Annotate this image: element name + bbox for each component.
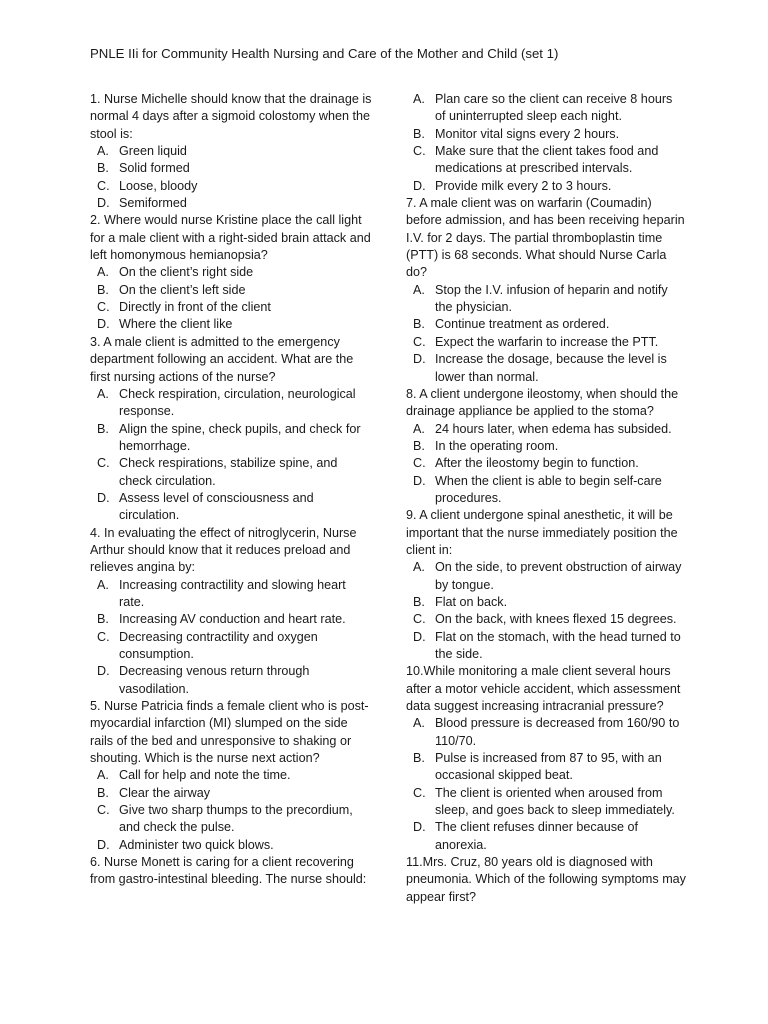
- option-letter: B.: [97, 421, 109, 436]
- option-d: [406, 473, 686, 508]
- option-letter: C.: [97, 629, 110, 644]
- option-letter: C.: [97, 178, 110, 193]
- option-letter: D.: [413, 178, 426, 193]
- option-letter: A.: [97, 768, 109, 783]
- option-text: Give two sharp thumps to the precordium, and check the pulse.: [119, 803, 353, 835]
- option-text: Where the client like: [119, 317, 233, 332]
- option-letter: B.: [413, 438, 425, 453]
- option-b: [406, 438, 686, 455]
- option-text: 24 hours later, when edema has subsided.: [435, 421, 672, 436]
- option-d: [90, 316, 372, 333]
- option-letter: C.: [97, 300, 110, 315]
- option-letter: C.: [413, 334, 426, 349]
- option-d: [406, 629, 686, 664]
- option-list: [90, 143, 372, 212]
- option-text: Green liquid: [119, 144, 187, 159]
- option-letter: D.: [97, 317, 110, 332]
- question-11: [406, 854, 686, 906]
- option-letter: A.: [97, 577, 109, 592]
- option-text: Flat on the stomach, with the head turned to the side.: [435, 629, 681, 661]
- option-text: Provide milk every 2 to 3 hours.: [435, 178, 612, 193]
- option-text: Loose, bloody: [119, 178, 198, 193]
- option-letter: C.: [413, 612, 426, 627]
- option-text: Directly in front of the client: [119, 300, 271, 315]
- question-stem: 10.While monitoring a male client several hours after a motor vehicle accident, which assessment data suggest increasing intracranial pressure?: [406, 664, 681, 714]
- option-text: Solid formed: [119, 161, 190, 176]
- option-b: [90, 160, 372, 177]
- option-d: [90, 490, 372, 525]
- option-c: [90, 455, 372, 490]
- question-1: [90, 91, 372, 212]
- option-text: Pulse is increased from 87 to 95, with an occasional skipped beat.: [435, 751, 662, 783]
- option-text: Increasing AV conduction and heart rate.: [119, 612, 346, 627]
- option-text: After the ileostomy begin to function.: [435, 456, 639, 471]
- option-text: Blood pressure is decreased from 160/90 to 110/70.: [435, 716, 680, 748]
- option-b: [406, 594, 686, 611]
- option-a: [406, 421, 686, 438]
- question-stem: 11.Mrs. Cruz, 80 years old is diagnosed with pneumonia. Which of the following symptoms may appear first?: [406, 855, 686, 904]
- option-letter: D.: [97, 490, 110, 505]
- option-b: [406, 126, 686, 143]
- option-text: Align the spine, check pupils, and check for hemorrhage.: [119, 421, 361, 453]
- option-text: Clear the airway: [119, 785, 210, 800]
- page-title: PNLE IIi for Community Health Nursing and Care of the Mother and Child (set 1): [90, 46, 559, 61]
- option-a: [406, 715, 686, 750]
- option-d: [90, 837, 372, 854]
- option-letter: A.: [413, 92, 425, 106]
- option-c: [90, 802, 372, 837]
- option-list: [406, 91, 686, 195]
- option-list: [90, 577, 372, 698]
- option-d: [90, 195, 372, 212]
- option-letter: B.: [413, 126, 425, 141]
- question-stem: 2. Where would nurse Kristine place the call light for a male client with a right-sided brain attack and left homonymous hemianopsia?: [90, 213, 371, 263]
- option-text: Expect the warfarin to increase the PTT.: [435, 334, 659, 349]
- question-4: [90, 525, 372, 698]
- option-letter: C.: [413, 456, 426, 471]
- option-letter: B.: [97, 785, 109, 800]
- option-text: The client refuses dinner because of anorexia.: [435, 820, 639, 852]
- option-text: Administer two quick blows.: [119, 837, 274, 852]
- question-9: [406, 507, 686, 663]
- option-b: [406, 316, 686, 333]
- option-c: [406, 785, 686, 820]
- option-text: Semiformed: [119, 196, 187, 211]
- option-letter: B.: [413, 317, 425, 332]
- option-letter: D.: [413, 473, 426, 488]
- option-a: [406, 91, 686, 126]
- option-text: Increase the dosage, because the level is lower than normal.: [435, 352, 667, 384]
- question-stem: 6. Nurse Monett is caring for a client recovering from gastro-intestinal bleeding. The nurse should:: [90, 855, 367, 887]
- option-text: Increasing contractility and slowing heart rate.: [119, 577, 346, 609]
- option-c: [406, 611, 686, 628]
- option-letter: B.: [97, 161, 109, 176]
- option-letter: B.: [413, 751, 425, 766]
- option-a: [90, 577, 372, 612]
- option-text: Stop the I.V. infusion of heparin and notify the physician.: [435, 282, 668, 315]
- option-letter: A.: [413, 716, 425, 731]
- left-column: [90, 91, 372, 889]
- option-c: [90, 299, 372, 316]
- option-text: Continue treatment as ordered.: [435, 317, 610, 332]
- option-d: [406, 178, 686, 195]
- option-list: [406, 715, 686, 854]
- option-letter: D.: [97, 196, 110, 211]
- option-text: The client is oriented when aroused from sleep, and goes back to sleep immediately.: [435, 785, 675, 818]
- option-text: Check respiration, circulation, neurological response.: [119, 386, 356, 419]
- option-text: Assess level of consciousness and circulation.: [119, 490, 314, 523]
- option-a: [406, 282, 686, 317]
- right-column: [406, 91, 686, 906]
- option-b: [90, 282, 372, 299]
- option-letter: C.: [413, 144, 426, 159]
- option-text: On the back, with knees flexed 15 degrees.: [435, 612, 677, 627]
- question-3: [90, 334, 372, 525]
- option-text: Plan care so the client can receive 8 hours of uninterrupted sleep each night.: [435, 92, 673, 124]
- option-a: [90, 264, 372, 281]
- option-b: [90, 785, 372, 802]
- option-text: Decreasing contractility and oxygen consumption.: [119, 629, 318, 661]
- option-letter: D.: [97, 837, 110, 852]
- question-2: [90, 212, 372, 333]
- question-stem: 8. A client undergone ileostomy, when should the drainage appliance be applied to the stoma?: [406, 386, 679, 419]
- question-10: [406, 663, 686, 854]
- option-a: [90, 767, 372, 784]
- option-letter: A.: [413, 421, 425, 436]
- option-letter: A.: [413, 560, 425, 575]
- question-stem: 3. A male client is admitted to the emergency department following an accident. What are the first nursing actions of the nurse?: [90, 334, 354, 384]
- option-text: When the client is able to begin self-care procedures.: [435, 473, 662, 505]
- option-letter: D.: [413, 629, 426, 644]
- question-8: [406, 386, 686, 507]
- option-letter: D.: [97, 664, 110, 679]
- option-text: On the client’s left side: [119, 282, 246, 297]
- option-list: [90, 767, 372, 854]
- option-text: In the operating room.: [435, 438, 559, 453]
- question-5: [90, 698, 372, 854]
- option-letter: B.: [97, 612, 109, 627]
- question-stem: 4. In evaluating the effect of nitroglycerin, Nurse Arthur should know that it reduces preload and relieves angina by:: [90, 525, 357, 575]
- option-text: Decreasing venous return through vasodilation.: [119, 664, 310, 696]
- option-b: [90, 421, 372, 456]
- question-stem: 7. A male client was on warfarin (Coumadin) before admission, and has been receiving heparin I.V. for 2 days. The partial thromboplastin time (PTT) is 68 seconds. What should Nurse Carla do?: [406, 196, 685, 280]
- question-6-options: [406, 91, 686, 195]
- option-list: [90, 386, 372, 525]
- question-7: [406, 195, 686, 386]
- question-stem: 9. A client undergone spinal anesthetic, it will be important that the nurse immediately position the client in:: [406, 508, 678, 557]
- option-b: [406, 750, 686, 785]
- option-c: [406, 334, 686, 351]
- option-letter: C.: [413, 785, 426, 800]
- option-d: [90, 663, 372, 698]
- option-text: On the client’s right side: [119, 265, 254, 280]
- option-a: [90, 386, 372, 421]
- option-text: Check respirations, stabilize spine, and check circulation.: [119, 456, 338, 488]
- option-letter: A.: [413, 282, 425, 297]
- option-letter: A.: [97, 386, 109, 401]
- option-text: Call for help and note the time.: [119, 768, 291, 783]
- option-a: [90, 143, 372, 160]
- option-letter: A.: [97, 265, 109, 280]
- option-c: [406, 455, 686, 472]
- question-6: [90, 854, 372, 889]
- option-c: [406, 143, 686, 178]
- option-a: [406, 559, 686, 594]
- option-d: [406, 819, 686, 854]
- option-letter: A.: [97, 144, 109, 159]
- option-list: [406, 282, 686, 386]
- option-list: [90, 264, 372, 333]
- option-letter: B.: [413, 594, 425, 609]
- question-stem: 1. Nurse Michelle should know that the drainage is normal 4 days after a sigmoid colostomy when the stool is:: [90, 92, 372, 141]
- option-text: Monitor vital signs every 2 hours.: [435, 126, 620, 141]
- option-text: Make sure that the client takes food and medications at prescribed intervals.: [435, 144, 659, 176]
- option-c: [90, 178, 372, 195]
- option-c: [90, 629, 372, 664]
- option-d: [406, 351, 686, 386]
- option-letter: C.: [97, 803, 110, 818]
- option-letter: C.: [97, 456, 110, 471]
- option-b: [90, 611, 372, 628]
- question-stem: 5. Nurse Patricia finds a female client who is post-myocardial infarction (MI) slumped on the side rails of the bed and unresponsive to shaking or shouting. Which is the nurse next action?: [90, 699, 369, 766]
- option-list: [406, 421, 686, 508]
- option-letter: B.: [97, 282, 109, 297]
- option-letter: D.: [413, 352, 426, 367]
- option-text: On the side, to prevent obstruction of airway by tongue.: [435, 560, 682, 592]
- option-text: Flat on back.: [435, 594, 508, 609]
- option-letter: D.: [413, 820, 426, 835]
- option-list: [406, 559, 686, 663]
